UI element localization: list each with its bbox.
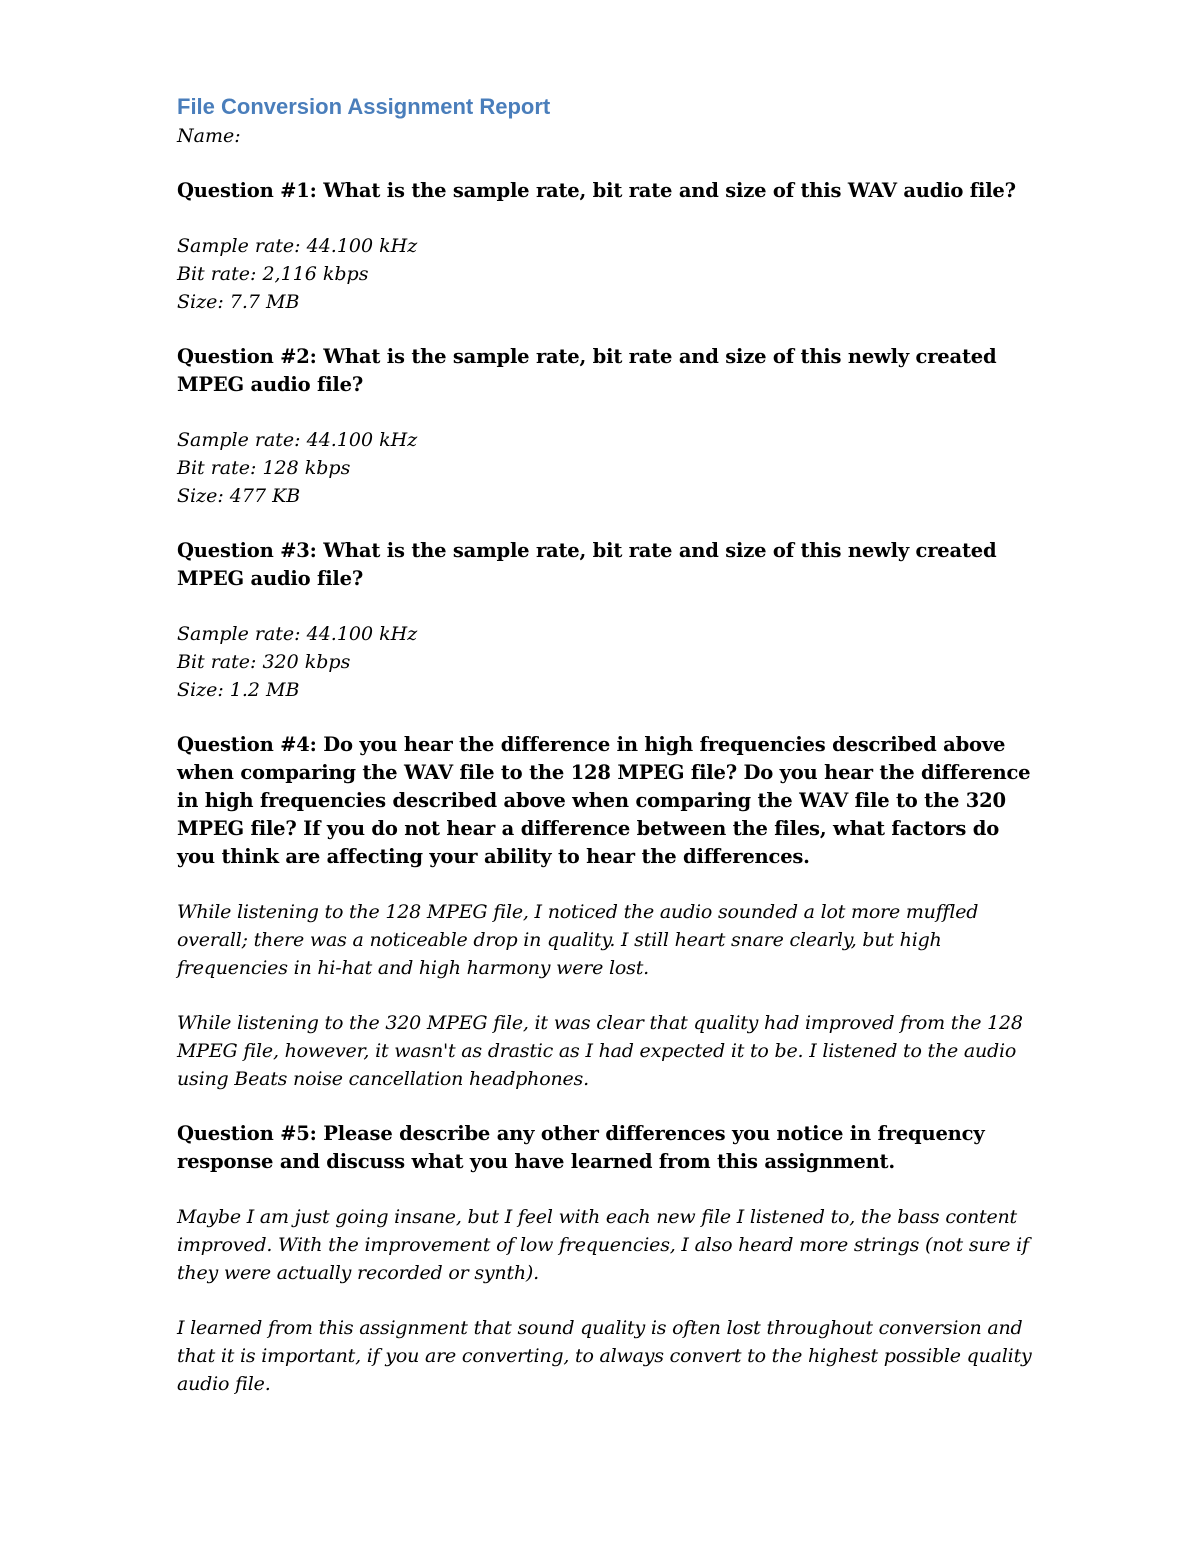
answer-paragraph-5b: I learned from this assignment that sound quality is often lost throughout conversion and that it is important, if you are converting, to always convert to the highest possible quality audio file. bbox=[177, 1317, 1032, 1395]
answer-paragraph-4a: While listening to the 128 MPEG file, I noticed the audio sounded a lot more muffled overall; there was a noticeable drop in quality. I still heart snare clearly, but high frequencies in hi-hat and high harmony were lost. bbox=[177, 901, 979, 979]
question-2: Question #2: What is the sample rate, bit rate and size of this newly created MPEG audio file? bbox=[177, 345, 997, 396]
answer-sample-rate: Sample rate: 44.100 kHz bbox=[177, 623, 418, 645]
question-5: Question #5: Please describe any other differences you notice in frequency response and discuss what you have learned from this assignment. bbox=[177, 1122, 985, 1173]
answer-block-3 bbox=[177, 620, 1037, 704]
question-3: Question #3: What is the sample rate, bit rate and size of this newly created MPEG audio file? bbox=[177, 539, 997, 590]
answer-bit-rate: Bit rate: 2,116 kbps bbox=[177, 263, 369, 285]
answer-size: Size: 7.7 MB bbox=[177, 291, 300, 313]
answer-size: Size: 477 KB bbox=[177, 485, 301, 507]
question-4: Question #4: Do you hear the difference in high frequencies described above when comparing the WAV file to the 128 MPEG file? Do you hear the difference in high frequencies described above when comparing the WAV file to the 320 MPEG file? If you do not hear a difference between the files, what factors do you think are affecting your ability to hear the differences. bbox=[177, 733, 1031, 868]
answer-paragraph-4b: While listening to the 320 MPEG file, it was clear that quality had improved from the 128 MPEG file, however, it wasn't as drastic as I had expected it to be. I listened to the audio using Beats noise cancellation headphones. bbox=[177, 1012, 1023, 1090]
answer-sample-rate: Sample rate: 44.100 kHz bbox=[177, 235, 418, 257]
document-body bbox=[177, 92, 1037, 1425]
answer-bit-rate: Bit rate: 128 kbps bbox=[177, 457, 351, 479]
answer-block-2 bbox=[177, 426, 1037, 510]
question-1: Question #1: What is the sample rate, bit rate and size of this WAV audio file? bbox=[177, 179, 1016, 202]
answer-sample-rate: Sample rate: 44.100 kHz bbox=[177, 429, 418, 451]
answer-block-1 bbox=[177, 232, 1037, 316]
name-label: Name: bbox=[177, 125, 241, 147]
document-title: File Conversion Assignment Report bbox=[177, 94, 551, 119]
answer-paragraph-5a: Maybe I am just going insane, but I feel with each new file I listened to, the bass content improved. With the improvement of low frequencies, I also heard more strings (not sure if they were actually recorded or synth). bbox=[177, 1206, 1029, 1284]
answer-bit-rate: Bit rate: 320 kbps bbox=[177, 651, 351, 673]
answer-size: Size: 1.2 MB bbox=[177, 679, 300, 701]
